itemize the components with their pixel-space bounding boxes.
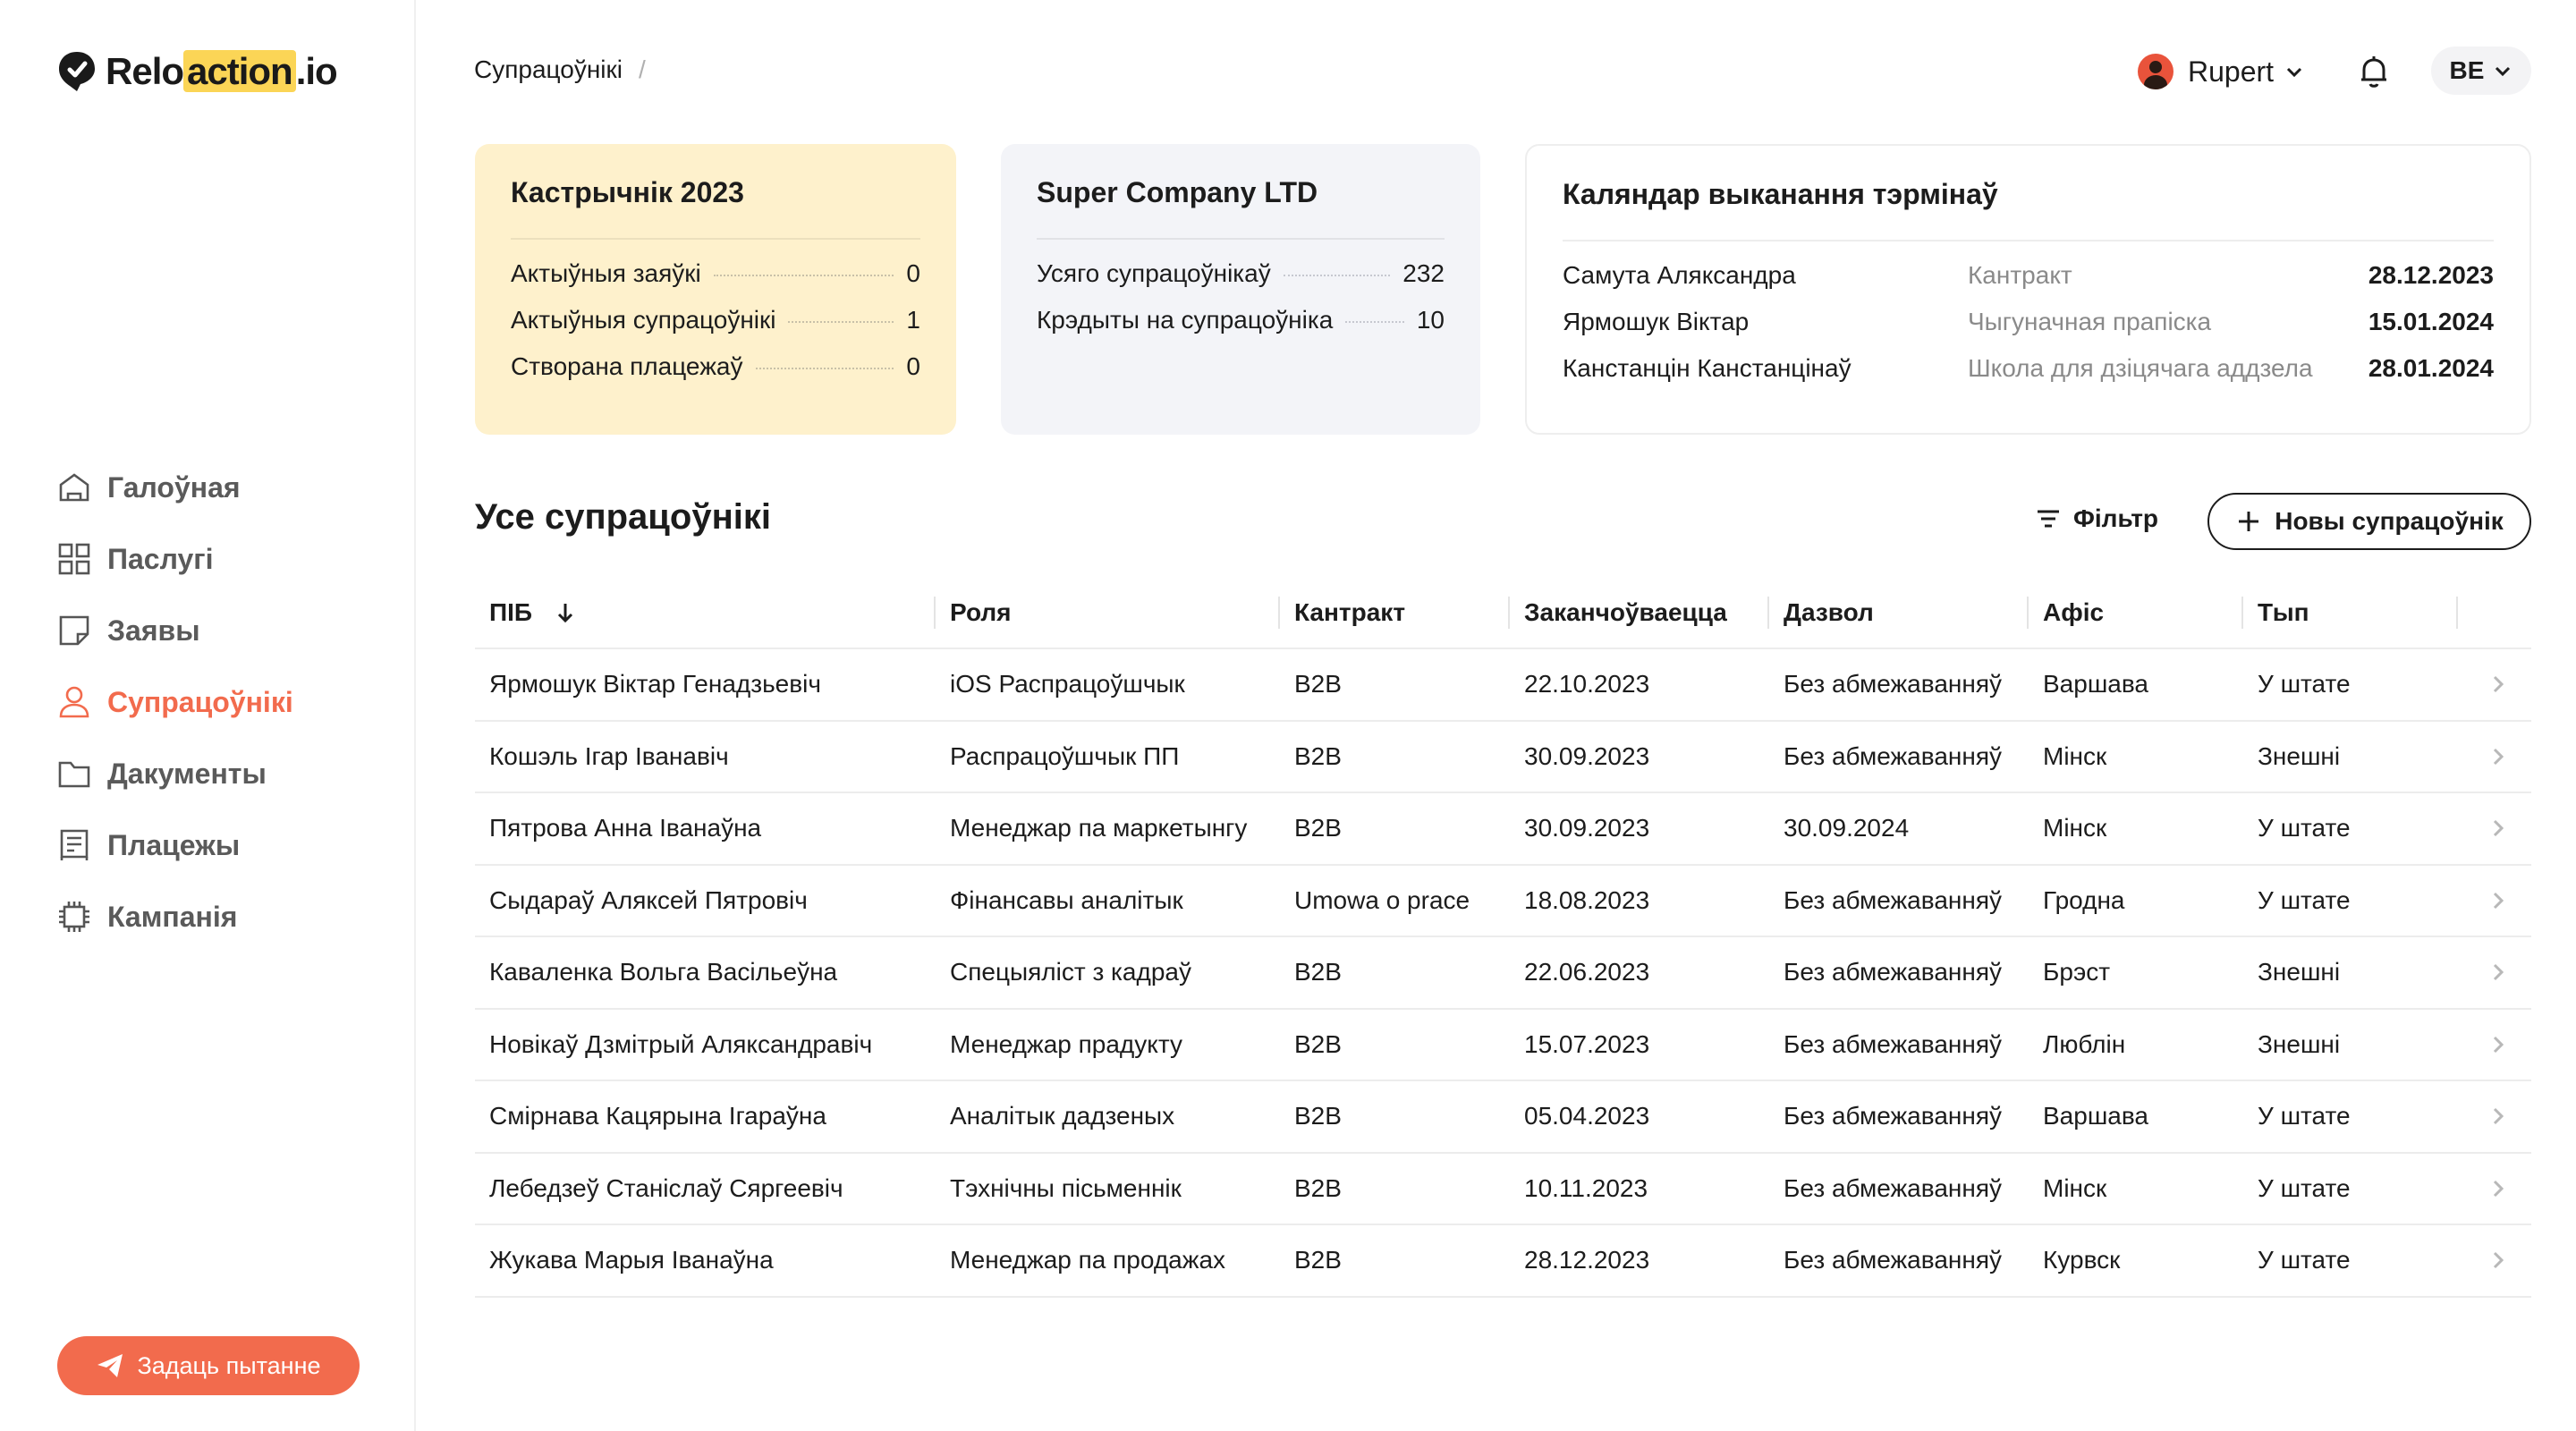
table-row[interactable] — [475, 1010, 2531, 1082]
stat-value: 1 — [906, 306, 920, 334]
cell-contract: B2B — [1294, 1102, 1342, 1130]
stat-value: 232 — [1402, 259, 1445, 287]
chevron-down-icon — [2493, 61, 2512, 80]
stat-label: Створана плацежаў — [511, 352, 743, 380]
cell-role: Фінансавы аналітык — [950, 885, 1183, 914]
cell-type: У штате — [2258, 814, 2351, 843]
row-open-button[interactable] — [2458, 1106, 2531, 1126]
deadline-document: Чыгуначная прапіска — [1968, 308, 2212, 335]
cell-type: У штате — [2258, 1246, 2351, 1274]
ask-question-label: Задаць пытанне — [137, 1351, 321, 1379]
cell-role: Тэхнічны пісьменнік — [950, 1173, 1182, 1202]
sort-down-icon — [554, 601, 577, 624]
note-icon — [55, 612, 93, 649]
cell-permit: 30.09.2024 — [1784, 814, 1910, 843]
cell-contract: B2B — [1294, 670, 1342, 699]
plus-icon — [2235, 508, 2262, 535]
cell-office: Варшава — [2043, 670, 2148, 699]
chevron-right-icon — [2488, 1250, 2508, 1270]
cell-permit: Без абмежаванняў — [1784, 1246, 2002, 1274]
row-open-button[interactable] — [2458, 891, 2531, 910]
sidebar-item-label: Паслугі — [107, 542, 214, 575]
stat-label: Актыўныя супрацоўнікі — [511, 306, 776, 334]
chevron-right-icon — [2488, 818, 2508, 838]
deadline-person: Самута Аляксандра — [1563, 261, 1796, 289]
cell-permit: Без абмежаванняў — [1784, 670, 2002, 699]
sidebar-item-company[interactable] — [55, 881, 293, 953]
cell-name: Жукава Марыя Іванаўна — [489, 1246, 774, 1274]
cell-role: Менеджар прадукту — [950, 1029, 1182, 1058]
cell-expires: 18.08.2023 — [1524, 885, 1650, 914]
card-title: Каляндар выканання тэрмінаў — [1563, 178, 2494, 241]
chip-icon — [55, 898, 93, 936]
employees-table — [475, 578, 2531, 1298]
cell-role: Аналітык дадзеных — [950, 1102, 1175, 1130]
row-open-button[interactable] — [2458, 1250, 2531, 1270]
deadline-date: 28.01.2024 — [2368, 354, 2494, 382]
cell-office: Гродна — [2043, 885, 2125, 914]
cell-name: Пятрова Анна Іванаўна — [489, 814, 762, 843]
user-icon — [55, 683, 93, 721]
chevron-right-icon — [2488, 891, 2508, 910]
row-open-button[interactable] — [2458, 1179, 2531, 1198]
cell-role: Менеджар па продажах — [950, 1246, 1226, 1274]
cell-office: Люблін — [2043, 1029, 2126, 1058]
company-card — [1001, 144, 1480, 435]
language-label: BE — [2449, 56, 2485, 84]
chevron-right-icon — [2488, 962, 2508, 982]
table-row[interactable] — [475, 1154, 2531, 1226]
avatar — [2138, 54, 2174, 89]
table-row[interactable] — [475, 722, 2531, 794]
cell-role: Спецыяліст з кадраў — [950, 958, 1191, 986]
sidebar-item-home[interactable] — [55, 452, 293, 523]
home-icon — [55, 469, 93, 506]
chevron-right-icon — [2488, 1035, 2508, 1054]
cell-contract: B2B — [1294, 1029, 1342, 1058]
chevron-right-icon — [2488, 747, 2508, 766]
cell-type: У штате — [2258, 885, 2351, 914]
cell-name: Сыдараў Аляксей Пятровіч — [489, 885, 808, 914]
user-menu[interactable] — [2138, 52, 2304, 91]
cell-name: Новікаў Дзмітрый Аляксандравіч — [489, 1029, 873, 1058]
cell-contract: B2B — [1294, 958, 1342, 986]
bell-icon — [2354, 52, 2394, 91]
cell-name: Кошэль Ігар Іванавіч — [489, 741, 729, 770]
stat-value: 0 — [906, 352, 920, 380]
cell-expires: 05.04.2023 — [1524, 1102, 1650, 1130]
cell-expires: 30.09.2023 — [1524, 741, 1650, 770]
grid-icon — [55, 540, 93, 578]
cell-permit: Без абмежаванняў — [1784, 958, 2002, 986]
user-name: Rupert — [2188, 55, 2275, 88]
table-row[interactable] — [475, 1225, 2531, 1298]
cell-type: Знешні — [2258, 958, 2341, 986]
deadline-date: 28.12.2023 — [2368, 261, 2494, 289]
row-open-button[interactable] — [2458, 674, 2531, 694]
card-title: Кастрычнік 2023 — [511, 176, 920, 240]
receipt-icon — [55, 826, 93, 864]
row-open-button[interactable] — [2458, 747, 2531, 766]
cell-office: Брэст — [2043, 958, 2111, 986]
chevron-right-icon — [2488, 1179, 2508, 1198]
table-body — [475, 649, 2531, 1298]
sidebar-item-services[interactable] — [55, 523, 293, 595]
cell-office: Мінск — [2043, 741, 2107, 770]
filter-label: Фільтр — [2073, 504, 2159, 532]
cell-type: Знешні — [2258, 1029, 2341, 1058]
row-open-button[interactable] — [2458, 962, 2531, 982]
table-row[interactable] — [475, 866, 2531, 938]
column-header-expires[interactable]: Заканчоўваецца — [1510, 597, 1769, 629]
deadline-row — [1563, 354, 2494, 401]
deadline-person: Ярмошук Віктар — [1563, 308, 1750, 335]
cell-expires: 10.11.2023 — [1524, 1173, 1648, 1202]
sidebar-item-label: Супрацоўнікі — [107, 685, 293, 718]
cell-permit: Без абмежаванняў — [1784, 885, 2002, 914]
sidebar-item-payments[interactable] — [55, 809, 293, 881]
logo[interactable] — [57, 48, 337, 95]
column-header-name[interactable]: ПІБ — [475, 597, 936, 629]
section-title: Усе супрацоўнікі — [475, 497, 771, 537]
cell-permit: Без абмежаванняў — [1784, 1173, 2002, 1202]
table-header — [475, 578, 2531, 649]
stat-label: Крэдыты на супрацоўніка — [1037, 306, 1334, 334]
sidebar-nav — [55, 452, 293, 953]
chevron-down-icon — [2284, 62, 2304, 81]
cell-role: Менеджар па маркетынгу — [950, 814, 1248, 843]
stat-label: Усяго супрацоўнікаў — [1037, 259, 1271, 287]
filter-icon — [2034, 504, 2063, 533]
send-icon — [96, 1351, 124, 1380]
breadcrumb-current[interactable]: Супрацоўнікі — [474, 55, 623, 83]
table-row[interactable] — [475, 937, 2531, 1010]
stat-row — [511, 259, 920, 306]
sidebar-item-requests[interactable] — [55, 595, 293, 666]
breadcrumb-separator: / — [638, 55, 646, 83]
cell-office: Мінск — [2043, 1173, 2107, 1202]
cell-office: Курвск — [2043, 1246, 2121, 1274]
cell-expires: 28.12.2023 — [1524, 1246, 1650, 1274]
stat-label: Актыўныя заяўкі — [511, 259, 701, 287]
cell-contract: B2B — [1294, 814, 1342, 843]
deadline-person: Канстанцін Канстанцінаў — [1563, 354, 1852, 382]
column-header-role[interactable]: Роля — [936, 597, 1280, 629]
deadline-document: Кантракт — [1968, 261, 2072, 289]
cell-contract: B2B — [1294, 1173, 1342, 1202]
deadline-document: Школа для дзіцячага аддзела — [1968, 354, 2313, 382]
cell-name: Каваленка Вольга Васільеўна — [489, 958, 838, 986]
cell-expires: 22.10.2023 — [1524, 670, 1650, 699]
sidebar-item-label: Заявы — [107, 614, 200, 647]
column-header-type[interactable]: Тып — [2243, 597, 2458, 629]
cell-type: Знешні — [2258, 741, 2341, 770]
deadline-row — [1563, 261, 2494, 308]
deadline-row — [1563, 308, 2494, 354]
cell-contract: B2B — [1294, 741, 1342, 770]
cell-office: Мінск — [2043, 814, 2107, 843]
stat-value: 10 — [1416, 306, 1445, 334]
sidebar-item-label: Плацежы — [107, 828, 241, 861]
notifications-button[interactable] — [2354, 52, 2394, 91]
column-header-contract[interactable]: Кантракт — [1280, 597, 1510, 629]
cell-name: Ярмошук Віктар Генадзьевіч — [489, 670, 821, 699]
sidebar-item-label: Дакументы — [107, 757, 267, 790]
chevron-right-icon — [2488, 1106, 2508, 1126]
column-header-permit[interactable]: Дазвол — [1769, 597, 2029, 629]
cell-role: Распрацоўшчык ПП — [950, 741, 1180, 770]
folder-icon — [55, 755, 93, 792]
stat-row — [511, 306, 920, 352]
table-row[interactable] — [475, 793, 2531, 866]
row-open-button[interactable] — [2458, 1035, 2531, 1054]
filter-button[interactable] — [2034, 504, 2158, 533]
card-title: Super Company LTD — [1037, 176, 1445, 240]
cell-permit: Без абмежаванняў — [1784, 1029, 2002, 1058]
stat-row — [1037, 259, 1445, 306]
cell-expires: 30.09.2023 — [1524, 814, 1650, 843]
new-employee-button[interactable] — [2207, 493, 2531, 550]
column-header-office[interactable]: Афіс — [2029, 597, 2243, 629]
cell-permit: Без абмежаванняў — [1784, 1102, 2002, 1130]
sidebar-item-label: Галоўная — [107, 470, 241, 504]
cell-type: У штате — [2258, 1102, 2351, 1130]
logo-mark-icon — [57, 50, 97, 93]
cell-expires: 22.06.2023 — [1524, 958, 1650, 986]
chevron-right-icon — [2488, 674, 2508, 694]
cell-permit: Без абмежаванняў — [1784, 741, 2002, 770]
cell-expires: 15.07.2023 — [1524, 1029, 1650, 1058]
sidebar-item-employees[interactable] — [55, 666, 293, 738]
cell-type: У штате — [2258, 1173, 2351, 1202]
stat-value: 0 — [906, 259, 920, 287]
cell-type: У штате — [2258, 670, 2351, 699]
table-row[interactable] — [475, 649, 2531, 722]
cell-name: Смірнава Кацярына Ігараўна — [489, 1102, 826, 1130]
logo-text: Reloaction.io — [106, 50, 337, 92]
sidebar — [0, 0, 416, 1431]
ask-question-button[interactable] — [57, 1336, 360, 1395]
stat-row — [1037, 306, 1445, 352]
cell-office: Варшава — [2043, 1102, 2148, 1130]
cell-contract: B2B — [1294, 1246, 1342, 1274]
deadline-calendar-card — [1525, 144, 2531, 435]
row-open-button[interactable] — [2458, 818, 2531, 838]
sidebar-item-documents[interactable] — [55, 738, 293, 809]
cell-role: iOS Распрацоўшчык — [950, 670, 1185, 699]
table-row[interactable] — [475, 1081, 2531, 1154]
month-stats-card — [475, 144, 956, 435]
deadline-date: 15.01.2024 — [2368, 308, 2494, 335]
stat-row — [511, 352, 920, 399]
new-employee-label: Новы супрацоўнік — [2275, 507, 2504, 535]
sidebar-item-label: Кампанія — [107, 900, 238, 933]
breadcrumb — [474, 55, 646, 84]
language-selector[interactable] — [2431, 47, 2531, 95]
cell-contract: Umowa o prace — [1294, 885, 1470, 914]
cell-name: Лебедзеў Станіслаў Сяргеевіч — [489, 1173, 843, 1202]
